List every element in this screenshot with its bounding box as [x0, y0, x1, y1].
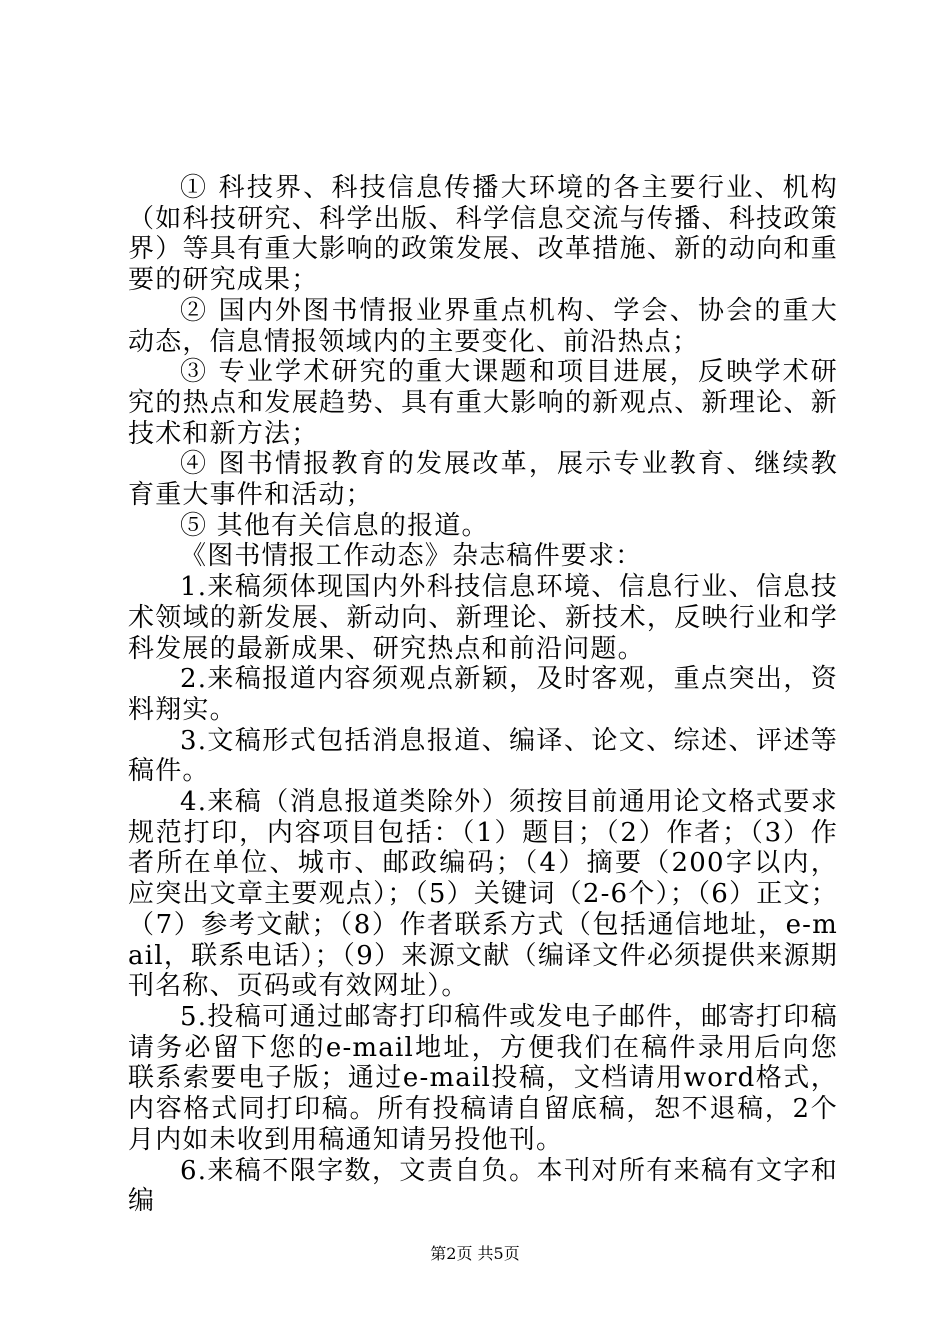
paragraph-item-4: ④ 图书情报教育的发展改革，展示专业教育、继续教育重大事件和活动； — [128, 449, 838, 511]
paragraph-item-2: ② 国内外图书情报业界重点机构、学会、协会的重大动态，信息情报领域内的主要变化、前沿热点； — [128, 295, 838, 357]
requirement-1: 1.来稿须体现国内外科技信息环境、信息行业、信息技术领域的新发展、新动向、新理论、新技术，反映行业和学科发展的最新成果、研究热点和前沿问题。 — [128, 572, 838, 664]
requirement-4: 4.来稿（消息报道类除外）须按目前通用论文格式要求规范打印，内容项目包括：（1）题目；（2）作者；（3）作者所在单位、城市、邮政编码；（4）摘要（200字以内，应突出文章主要观点）；（5）关键词（2-6个）；（6）正文；（7）参考文献；（8）作者联系方式（包括通信地址，e-mail，联系电话）；（9）来源文献（编译文件必须提供来源期刊名称、页码或有效网址）。 — [128, 787, 838, 1002]
requirement-3: 3.文稿形式包括消息报道、编译、论文、综述、评述等稿件。 — [128, 725, 838, 787]
paragraph-item-1: ① 科技界、科技信息传播大环境的各主要行业、机构（如科技研究、科学出版、科学信息交流与传播、科技政策界）等具有重大影响的政策发展、改革措施、新的动向和重要的研究成果； — [128, 173, 838, 296]
requirement-2: 2.来稿报道内容须观点新颖，及时客观，重点突出，资料翔实。 — [128, 664, 838, 725]
section-heading: 《图书情报工作动态》杂志稿件要求： — [180, 541, 643, 572]
paragraph-item-5: ⑤ 其他有关信息的报道。 — [180, 510, 489, 541]
paragraph-item-3: ③ 专业学术研究的重大课题和项目进展，反映学术研究的热点和发展趋势、具有重大影响的新观点、新理论、新技术和新方法； — [128, 357, 838, 449]
requirement-5: 5.投稿可通过邮寄打印稿件或发电子邮件，邮寄打印稿请务必留下您的e-mail地址，方便我们在稿件录用后向您联系索要电子版；通过e-mail投稿，文档请用word格式，内容格式同打印稿。所有投稿请自留底稿，恕不退稿，2个月内如未收到用稿通知请另投他刊。 — [128, 1001, 838, 1155]
document-body — [128, 173, 838, 1217]
page-number-footer: 第2页 共5页 — [430, 1244, 520, 1263]
requirement-6: 6.来稿不限字数，文责自负。本刊对所有来稿有文字和编 — [128, 1155, 838, 1217]
